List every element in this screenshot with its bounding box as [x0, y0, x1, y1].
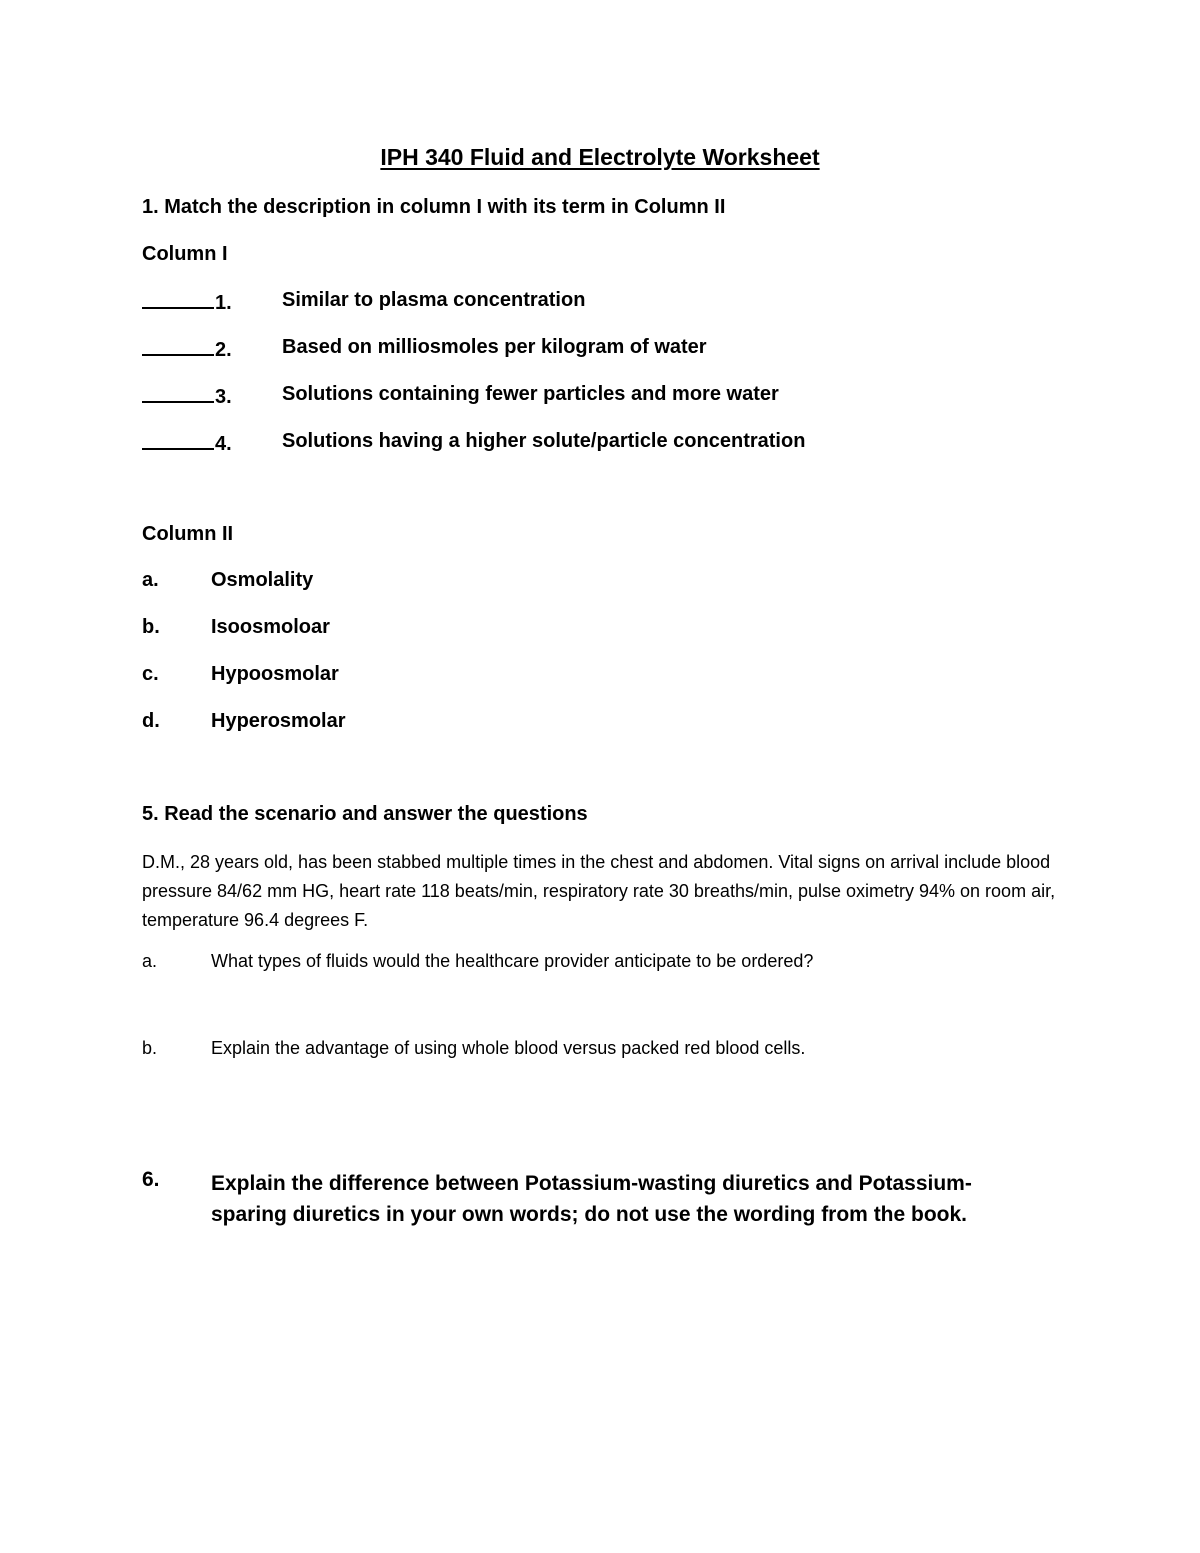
subquestion-b-text: Explain the advantage of using whole blood versus packed red blood cells.	[211, 1038, 806, 1058]
term-letter-b: b.	[142, 616, 160, 638]
matching-item-1	[142, 289, 232, 315]
item-number: 3.	[215, 386, 232, 408]
answer-blank-4[interactable]	[142, 430, 214, 450]
matching-item-3-description: Solutions containing fewer particles and more water	[282, 383, 779, 405]
question-6-number: 6.	[142, 1168, 160, 1191]
term-hyperosmolar: Hyperosmolar	[211, 710, 346, 732]
term-letter-a: a.	[142, 569, 159, 591]
scenario-text: D.M., 28 years old, has been stabbed multiple times in the chest and abdomen. Vital signs on arrival include blood pressure 84/62 mm HG, heart rate 118 beats/min, respiratory rate 30 breaths/min, pulse oximetry 94% on room air, temperature 96.4 degrees F.	[142, 852, 1056, 930]
term-letter-c: c.	[142, 663, 159, 685]
worksheet-title: IPH 340 Fluid and Electrolyte Worksheet	[380, 144, 820, 170]
term-hypoosmolar: Hypoosmolar	[211, 663, 339, 685]
term-letter-d: d.	[142, 710, 160, 732]
matching-item-3	[142, 383, 232, 409]
answer-blank-1[interactable]	[142, 289, 214, 309]
subquestion-letter-a: a.	[142, 951, 158, 971]
term-isoosmoloar: Isoosmoloar	[211, 616, 330, 638]
question-5-prompt: 5. Read the scenario and answer the questions	[142, 803, 588, 825]
matching-item-4-description: Solutions having a higher solute/particle concentration	[282, 430, 806, 452]
term-osmolality: Osmolality	[211, 569, 314, 591]
item-number: 1.	[215, 292, 232, 314]
matching-item-2-description: Based on milliosmoles per kilogram of water	[282, 336, 707, 358]
column-1-heading: Column I	[142, 243, 228, 265]
item-number: 2.	[215, 339, 232, 361]
matching-item-4	[142, 430, 232, 456]
answer-blank-2[interactable]	[142, 336, 214, 356]
subquestion-a-text: What types of fluids would the healthcare provider anticipate to be ordered?	[211, 951, 814, 971]
column-2-heading: Column II	[142, 523, 234, 545]
subquestion-letter-b: b.	[142, 1038, 158, 1058]
answer-blank-3[interactable]	[142, 383, 214, 403]
matching-item-2	[142, 336, 232, 362]
item-number: 4.	[215, 433, 232, 455]
question-6-text: Explain the difference between Potassium-wasting diuretics and Potassium-sparing diuretics in your own words; do not use the wording from the book.	[211, 1172, 972, 1226]
question-1-prompt: 1. Match the description in column I with its term in Column II	[142, 196, 726, 218]
matching-item-1-description: Similar to plasma concentration	[282, 289, 586, 311]
